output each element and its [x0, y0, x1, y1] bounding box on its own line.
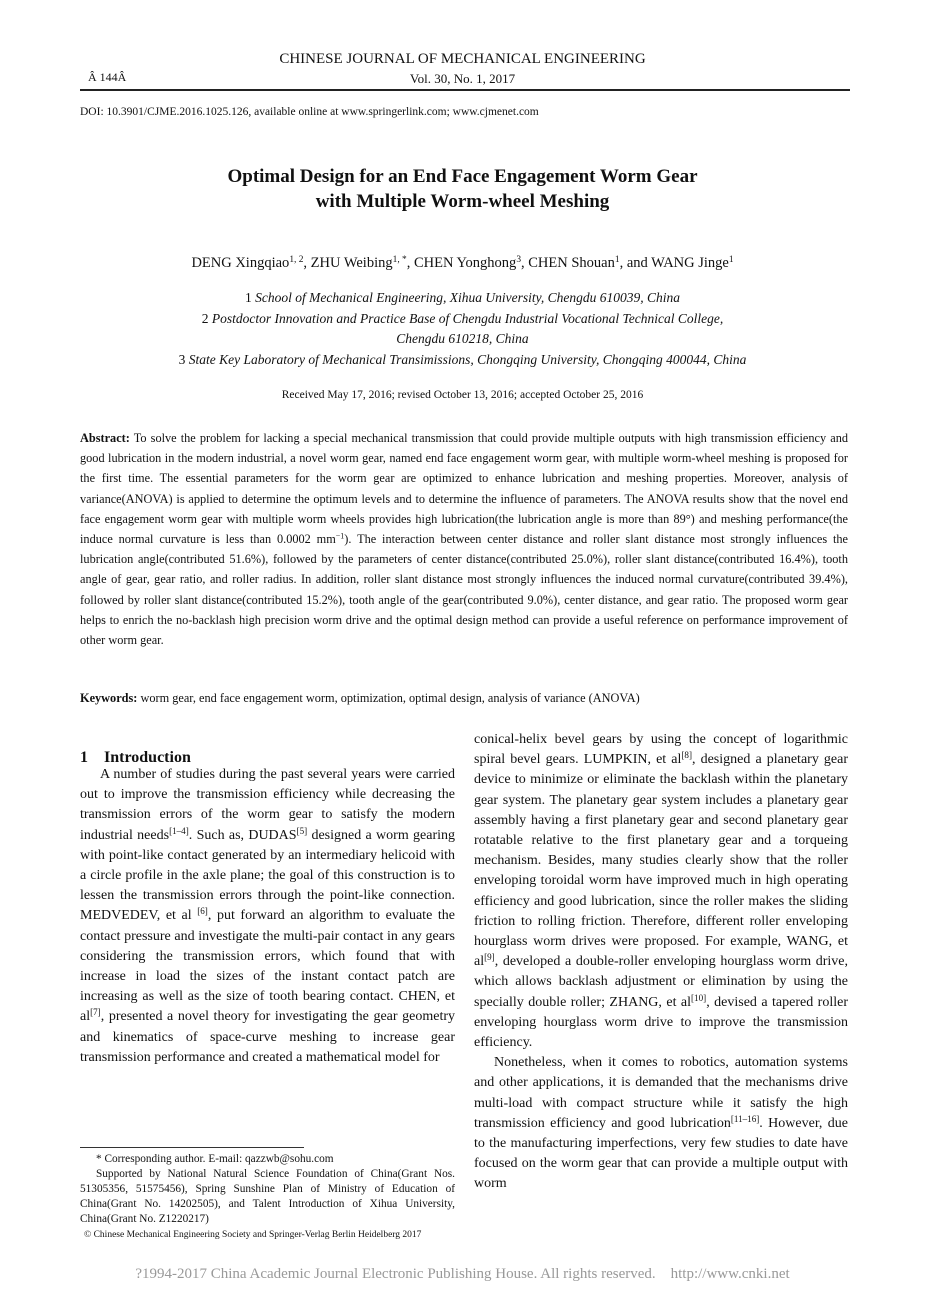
- affil-number: 1: [245, 290, 256, 305]
- page-number: Â 144Â: [88, 70, 127, 84]
- affil-text: Chengdu 610218, China: [396, 331, 529, 346]
- affil-text: Postdoctor Innovation and Practice Base of Chengdu Industrial Vocational Technical College,: [211, 310, 724, 326]
- abstract: [80, 428, 848, 650]
- abstract-text: [80, 431, 848, 647]
- superscript: [1–4]: [169, 825, 189, 836]
- superscript: [5]: [296, 825, 308, 836]
- superscript: [10]: [691, 992, 707, 1003]
- doi-line: DOI: 10.3901/CJME.2016.1025.126, available online at www.springerlink.com; www.cjmenet.com: [80, 106, 539, 118]
- abstract-label: Abstract:: [80, 431, 130, 445]
- text-run: Nonetheless, when it comes to robotics, automation systems and other applications, it is demanded that the mechanisms drive multi-load with compact structure while it satisfy the high transmission efficiency and good lubrication: [474, 1055, 848, 1131]
- text-run: , put forward an algorithm to evaluate the contact pressure and investigate the multi-pair contact in any gears considering the transmission errors, which found that with increase in load the sizes of the instant contact patch are increasing as well as the size of tooth bearing contact. CHEN, et al: [80, 908, 455, 1025]
- authors: [0, 255, 925, 272]
- affiliation: [0, 288, 925, 309]
- paragraph: [474, 1053, 848, 1194]
- title-line: Optimal Design for an End Face Engagement Worm Gear: [227, 166, 698, 187]
- text-run: , developed a double-roller enveloping hourglass worm drive, which allows backlash adjustment or elimination by using the specially double roller; ZHANG, et al: [474, 954, 848, 1010]
- left-column: [80, 765, 455, 1068]
- superscript: [11–16]: [730, 1113, 760, 1124]
- superscript: 1: [728, 254, 734, 265]
- text-run: . Such as, DUDAS: [188, 827, 297, 843]
- keywords: [80, 691, 848, 706]
- affiliation: [0, 329, 925, 350]
- paragraph: [474, 730, 848, 1053]
- superscript: −1: [335, 531, 345, 541]
- superscript: 1, *: [392, 254, 407, 265]
- footnote-funding: Supported by National Natural Science Foundation of China(Grant Nos. 51305356, 51575456), Spring Sunshine Plan of Ministry of Education of China(Grant No. 14202505), and Talent Introduction of Xihua University, China(Grant No. Z1220217): [80, 1168, 455, 1225]
- superscript: 1, 2: [289, 254, 304, 265]
- superscript: [6]: [197, 906, 208, 917]
- text-run: , and WANG Jinge: [619, 255, 729, 271]
- text-run: , designed a planetary gear device to minimize or eliminate the backlash within the planetary gear system. The planetary gear system includes a planetary gear assembly having a first planetary gear and second planetary gear rotatable relative to the first planetary gear and a torqueing mechanism. Besides, many studies clearly show that the roller enveloping toroidal worm have improved much in high operating efficiency and good lubrication, since the roller makes the sliding friction to rolling friction. Therefore, different roller enveloping hourglass worm drives were proposed. For example, WANG, et al: [474, 752, 848, 970]
- received-dates: Received May 17, 2016; revised October 13, 2016; accepted October 25, 2016: [281, 389, 644, 401]
- text-run: , devised a tapered roller enveloping hourglass worm drive to improve the transmission efficiency.: [474, 994, 848, 1051]
- footnote-corresponding: * Corresponding author. E-mail: qazzwb@sohu.com: [96, 1153, 334, 1165]
- right-column: [474, 730, 848, 1195]
- keywords-label: Keywords:: [80, 691, 138, 705]
- text-run: conical-helix bevel gears by using the concept of logarithmic spiral bevel gears. LUMPKIN, et al: [474, 732, 848, 768]
- section-heading: 1 Introduction: [80, 749, 191, 766]
- affiliations: [0, 288, 925, 370]
- footnote-rule: [80, 1147, 304, 1148]
- header-rule: [80, 89, 850, 91]
- affil-number: 3: [178, 351, 189, 367]
- volume-info: Vol. 30, No. 1, 2017: [409, 71, 516, 86]
- watermark: ?1994-2017 China Academic Journal Electronic Publishing House. All rights reserved. http://www.cnki.net: [135, 1266, 790, 1282]
- superscript: 1: [614, 254, 620, 265]
- affil-text: School of Mechanical Engineering, Xihua University, Chengdu 610039, China: [255, 290, 680, 305]
- text-run: ). The interaction between center distance and roller slant distance most strongly influences the lubrication angle(contributed 51.6%), followed by the parameters of center distance(contributed 25.0%), roller slant distance(contributed 16.4%), tooth angle of gear, gear ratio, and roller radius. In addition, roller slant distance most strongly influences the induced normal curvature(contributed 39.4%), followed by roller slant distance(contributed 15.2%), tooth angle of the gear(contributed 9.0%), center distance, and gear ratio. The proposed worm gear helps to enrich the no-backlash high precision worm drive and the optimal design method can provide a useful reference on performance improvement of other worm gear.: [80, 532, 848, 648]
- superscript: [8]: [681, 750, 692, 761]
- affiliation: [0, 309, 925, 330]
- affiliation: [0, 350, 925, 371]
- footnotes: [80, 1152, 455, 1227]
- superscript: [9]: [484, 952, 495, 963]
- title-line: with Multiple Worm-wheel Meshing: [315, 191, 610, 212]
- journal-name: CHINESE JOURNAL OF MECHANICAL ENGINEERING: [279, 51, 646, 67]
- text-run: , presented a novel theory for investigating the gear geometry and kinematics of space-curve meshing to increase gear transmission performance and created a mathematical model for: [80, 1009, 455, 1065]
- text-run: , ZHU Weibing: [303, 255, 393, 271]
- text-run: . However, due to the manufacturing imperfections, very few studies to date have focused on the worm gear that can provide a multiple output with worm: [474, 1115, 848, 1192]
- affil-number: 2: [201, 310, 212, 326]
- paragraph: [80, 765, 455, 1068]
- copyright: © Chinese Mechanical Engineering Society and Springer-Verlag Berlin Heidelberg 2017: [84, 1230, 422, 1240]
- text-run: A number of studies during the past several years were carried out to improve the transmission efficiency while decreasing the transmission errors of the worm gear to satisfy the modern industrial needs: [80, 767, 455, 843]
- superscript: [7]: [90, 1007, 101, 1018]
- affil-text: State Key Laboratory of Mechanical Transimissions, Chongqing University, Chongqing 400044, China: [188, 351, 747, 367]
- keywords-text: worm gear, end face engagement worm, optimization, optimal design, analysis of variance (ANOVA): [137, 691, 640, 705]
- paper-title: [0, 164, 925, 214]
- text-run: designed a worm gearing with point-like contact generated by an intermediary helicoid with a circle profile in the axle plane; the goal of this construction is to lessen the transmission errors through the point-like connection. MEDVEDEV, et al: [80, 827, 455, 924]
- text-run: To solve the problem for lacking a special mechanical transmission that could provide multiple outputs with high transmission efficiency and good lubrication in the modern industrial, a novel worm gear, named end face engagement worm gear, with multiple worm-wheel meshing is proposed for the first time. The essential parameters for the worm gear are optimized to enhance lubrication and meshing properties. Moreover, analysis of variance(ANOVA) is applied to determine the optimum levels and to determine the influence of parameters. The ANOVA results show that the novel end face engagement worm gear with multiple worm wheels provides high lubrication(the lubrication angle is more than 89°) and meshing performance(the induce normal curvature is less than 0.0002 mm: [80, 431, 848, 547]
- text-run: , CHEN Shouan: [521, 255, 615, 271]
- superscript: 3: [516, 254, 522, 265]
- text-run: , CHEN Yonghong: [406, 255, 517, 271]
- text-run: DENG Xingqiao: [191, 255, 290, 271]
